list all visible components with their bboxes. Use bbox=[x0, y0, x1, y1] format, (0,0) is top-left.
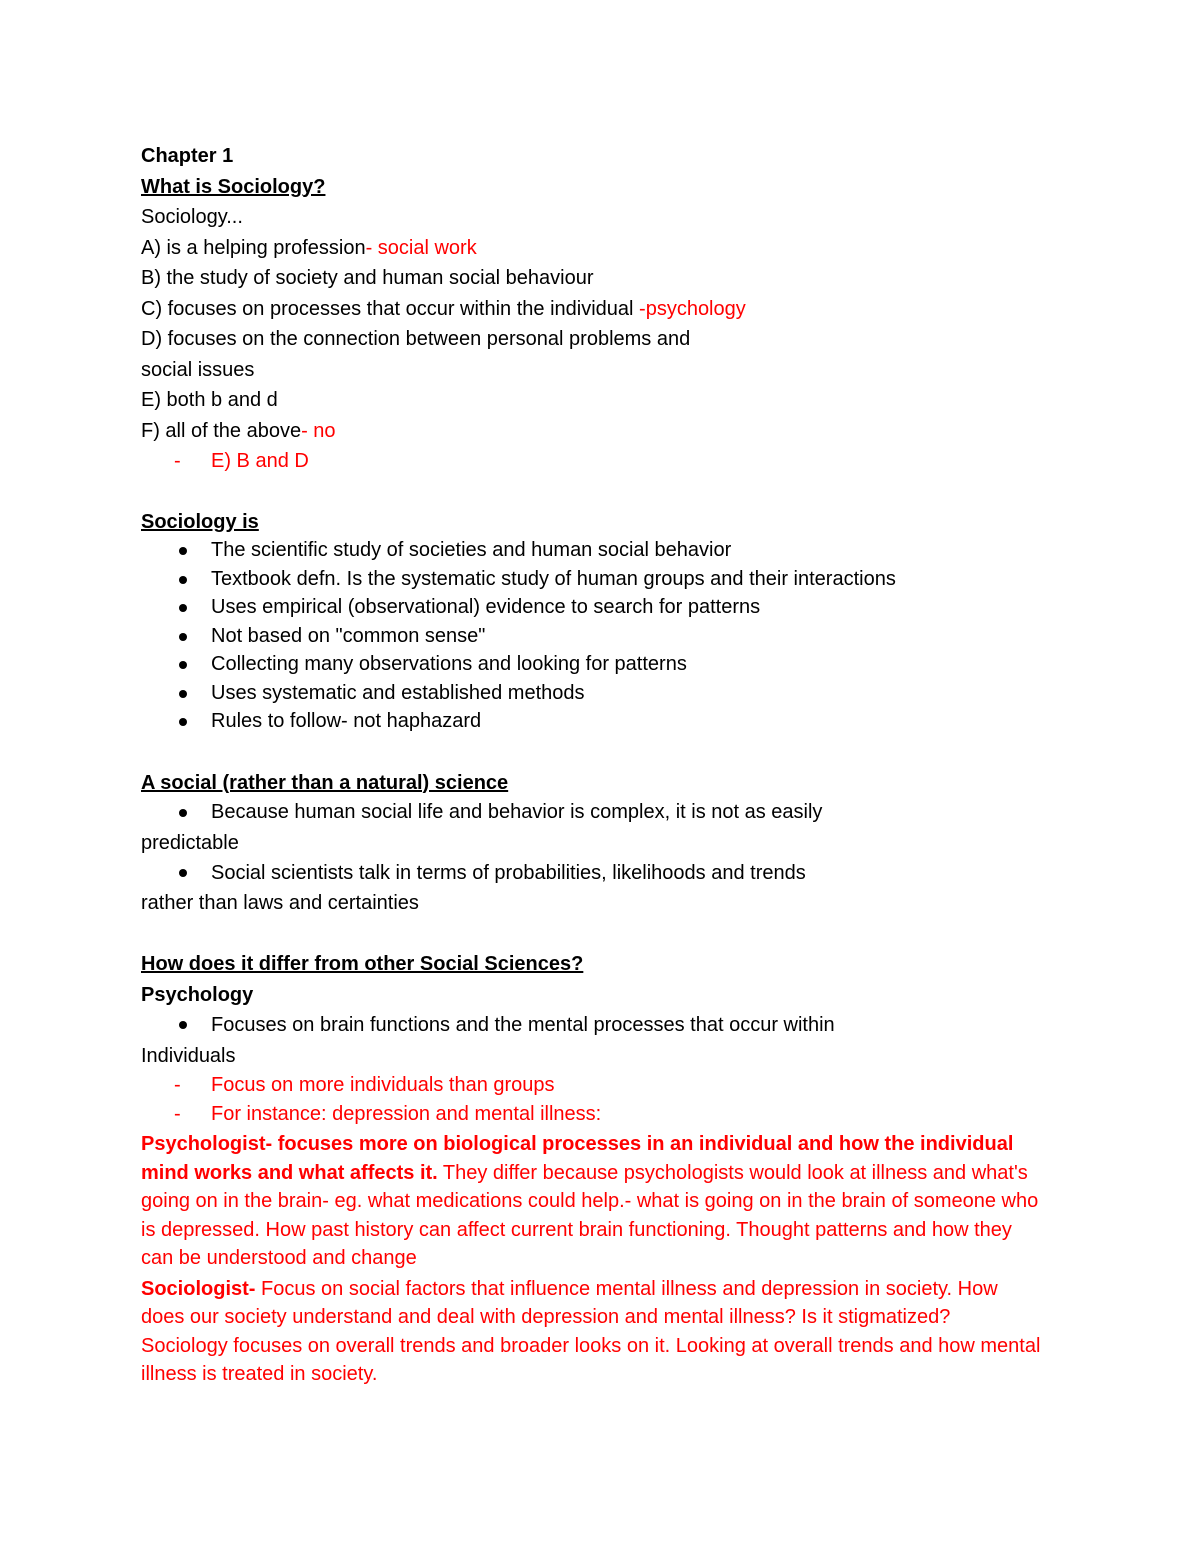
list-item-text: Rules to follow- not haphazard bbox=[211, 710, 482, 732]
bullet-icon bbox=[179, 604, 187, 612]
option-d-continued bbox=[141, 355, 1041, 386]
sociologist-lead: Sociologist- bbox=[141, 1277, 261, 1300]
list-item-text: Uses systematic and established methods bbox=[211, 681, 585, 704]
psychologist-lead: Psychologist- focuses more on biological processes in an individual and how the individual mind works and what affects it. bbox=[141, 1133, 1014, 1184]
option-c bbox=[141, 294, 1041, 325]
list-item bbox=[141, 1010, 1041, 1041]
bullet-icon bbox=[179, 576, 187, 584]
list-item bbox=[141, 622, 1041, 651]
list-item bbox=[141, 679, 1041, 708]
psychologist-paragraph bbox=[141, 1130, 1041, 1273]
sociologist-paragraph bbox=[141, 1275, 1041, 1389]
list-item-text: Because human social life and behavior is complex, it is not as easily bbox=[211, 800, 823, 823]
bullet-icon bbox=[179, 718, 187, 726]
list-item bbox=[141, 536, 1041, 565]
option-text: E) both b and d bbox=[141, 389, 278, 411]
option-d bbox=[141, 324, 1041, 355]
option-note: - social work bbox=[365, 236, 477, 259]
dash-marker: - bbox=[174, 450, 181, 472]
section-heading-differences: How does it differ from other Social Sciences? bbox=[141, 953, 584, 975]
list-item-text: Collecting many observations and looking for patterns bbox=[211, 653, 687, 675]
option-text: A) is a helping profession bbox=[141, 236, 366, 259]
option-note: -psychology bbox=[639, 297, 746, 320]
list-item-continuation: predictable bbox=[141, 831, 239, 854]
question-stem: Sociology... bbox=[141, 206, 243, 228]
list-item-text: Focuses on brain functions and the mental processes that occur within bbox=[211, 1014, 835, 1036]
sociology-is-list bbox=[141, 536, 1041, 736]
section-heading-what-is-sociology: What is Sociology? bbox=[141, 175, 326, 198]
dash-item bbox=[141, 1071, 1041, 1100]
chapter-title: Chapter 1 bbox=[141, 145, 234, 167]
option-e bbox=[141, 385, 1041, 416]
list-item bbox=[141, 707, 1041, 736]
section-heading-sociology-is: Sociology is bbox=[141, 511, 259, 533]
list-item-continuation: rather than laws and certainties bbox=[141, 892, 419, 914]
list-item-text: Uses empirical (observational) evidence to search for patterns bbox=[211, 596, 761, 618]
option-f bbox=[141, 416, 1041, 447]
dash-marker: - bbox=[174, 1074, 181, 1096]
option-note: - no bbox=[301, 419, 336, 442]
list-item-continuation: Individuals bbox=[141, 1044, 236, 1067]
section-heading-social-science: A social (rather than a natural) science bbox=[141, 771, 509, 794]
sociologist-body: Focus on social factors that influence mental illness and depression in society. How does our society understand and deal with depression and mental illness? Is it stigmatized? Sociology focuses on overall trends and broader looks on it. Looking at overall trends and how mental illness is treated in society. bbox=[141, 1277, 1041, 1385]
list-item-text: Social scientists talk in terms of probabilities, likelihoods and trends bbox=[211, 862, 806, 884]
option-text: D) focuses on the connection between personal problems and bbox=[141, 328, 691, 350]
bullet-icon bbox=[179, 690, 187, 698]
option-b bbox=[141, 263, 1041, 294]
list-item bbox=[141, 797, 1041, 828]
list-item bbox=[141, 565, 1041, 594]
dash-item-text: Focus on more individuals than groups bbox=[211, 1074, 555, 1096]
psychologist-body: They differ because psychologists would look at illness and what's going on in the brain- eg. what medications could help.- what is going on in the brain of someone who is depressed. How past history can affect current brain functioning. Thought patterns and how they can be understood and change bbox=[141, 1161, 1039, 1269]
document-page bbox=[141, 141, 1041, 1389]
option-text: B) the study of society and human social behaviour bbox=[141, 267, 594, 289]
option-a bbox=[141, 233, 1041, 264]
list-item bbox=[141, 593, 1041, 622]
list-item bbox=[141, 650, 1041, 679]
dash-marker: - bbox=[174, 1102, 181, 1125]
dash-item-text: For instance: depression and mental illness: bbox=[211, 1102, 602, 1125]
answer-text: E) B and D bbox=[211, 450, 309, 472]
bullet-icon bbox=[179, 661, 187, 669]
list-item-text: Not based on "common sense" bbox=[211, 624, 486, 647]
bullet-icon bbox=[179, 809, 187, 817]
bullet-icon bbox=[179, 633, 187, 641]
list-item-text: The scientific study of societies and human social behavior bbox=[211, 539, 732, 561]
answer-line bbox=[141, 446, 1041, 477]
option-text: C) focuses on processes that occur within the individual bbox=[141, 297, 640, 320]
dash-item bbox=[141, 1100, 1041, 1129]
list-item bbox=[141, 858, 1041, 888]
option-text: F) all of the above bbox=[141, 419, 302, 442]
bullet-icon bbox=[179, 1021, 187, 1029]
option-text: social issues bbox=[141, 358, 255, 381]
subheading-psychology: Psychology bbox=[141, 983, 254, 1006]
bullet-icon bbox=[179, 869, 187, 877]
bullet-icon bbox=[179, 547, 187, 555]
list-item-text: Textbook defn. Is the systematic study of human groups and their interactions bbox=[211, 567, 896, 590]
